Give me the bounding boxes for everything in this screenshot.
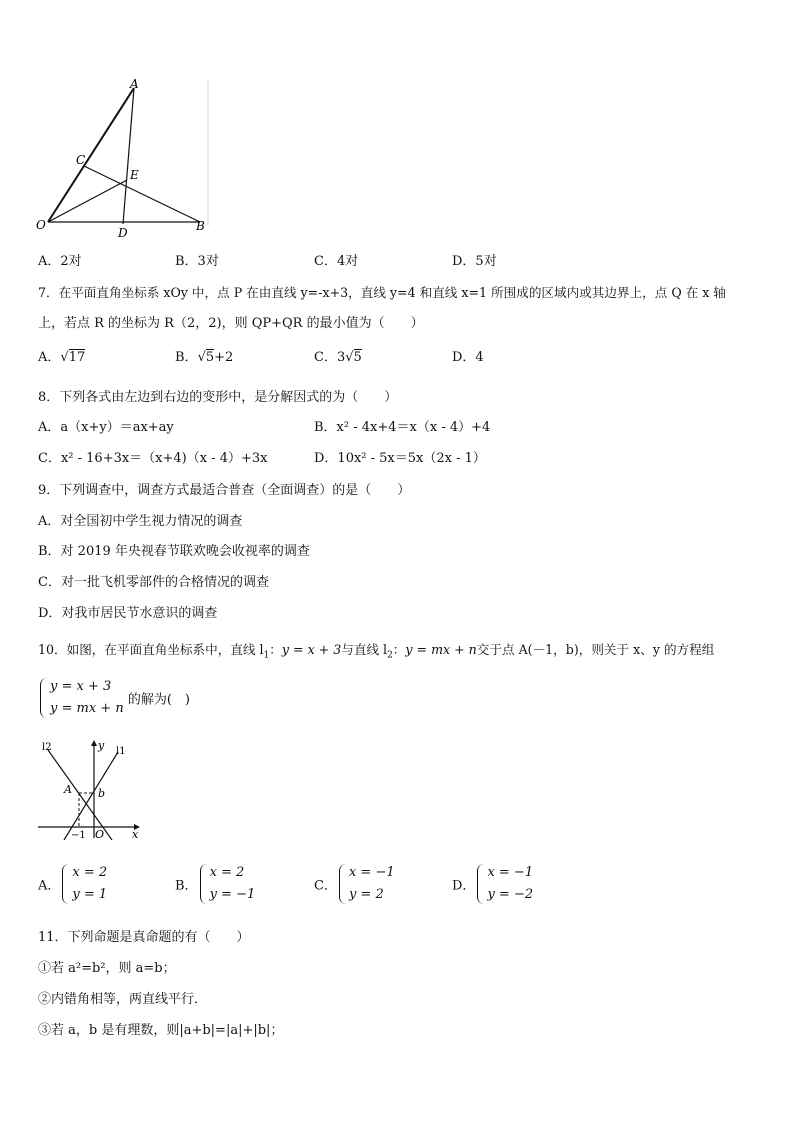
- q10-option-c-system: [337, 862, 395, 906]
- sqrt-sign-c: √: [345, 350, 354, 365]
- label-origin: O: [95, 828, 105, 840]
- q10-system-tail: 的解为( ): [127, 692, 190, 708]
- q10-option-c-eq2: y = 2: [348, 887, 384, 902]
- q7-option-b-label: B．: [175, 350, 198, 365]
- q7-option-c-prefix: 3: [336, 350, 346, 365]
- q10-option-a-system: [60, 862, 107, 906]
- q10-colon-1: ：: [269, 642, 282, 657]
- q9-option-a[interactable]: A．对全国初中学生视力情况的调查: [38, 514, 243, 529]
- segment-OE: [48, 180, 127, 222]
- label-y: y: [98, 739, 105, 752]
- q10-stem-middle: 与直线 l: [341, 642, 388, 657]
- q10-eq-l2: y = mx + n: [405, 642, 477, 657]
- q10-option-d-system: [475, 862, 533, 906]
- y-axis-arrow: [91, 740, 97, 746]
- q7-stem-line1: 7．在平面直角坐标系 xOy 中，点 P 在由直线 y=-x+3，直线 y=4 和直线 x=1 所围成的区域内或其边界上，点 Q 在 x 轴: [38, 285, 726, 300]
- q7-option-b[interactable]: [175, 346, 233, 365]
- q10-option-c[interactable]: [314, 862, 395, 906]
- label-neg1: −1: [71, 830, 86, 840]
- q10-graph-figure: [36, 738, 148, 840]
- q10-option-c-label: C．: [314, 878, 337, 894]
- q7-option-b-suffix: +2: [214, 350, 234, 365]
- sqrt-sign-b: √: [197, 350, 206, 365]
- q10-sub-2: 2: [387, 650, 393, 661]
- q6-option-b[interactable]: B．3对: [175, 254, 219, 269]
- q10-option-b-system: [198, 862, 256, 906]
- system-eq-1: y = x + 3: [50, 679, 112, 694]
- segment-AD: [123, 88, 134, 224]
- q10-option-d[interactable]: [452, 862, 533, 906]
- q10-option-a-eq1: x = 2: [72, 865, 108, 880]
- q7-option-a-radicand: 17: [68, 350, 86, 365]
- q10-sub-1: 1: [263, 650, 270, 661]
- q10-stem: [38, 639, 714, 661]
- q8-option-a[interactable]: A．a（x+y）＝ax+ay: [38, 420, 174, 435]
- label-C: C: [76, 153, 86, 167]
- q10-option-c-eq1: x = −1: [348, 865, 395, 880]
- q10-option-d-eq2: y = −2: [487, 887, 534, 902]
- q9-option-c[interactable]: C．对一批飞机零部件的合格情况的调查: [38, 575, 269, 590]
- q10-option-b[interactable]: [175, 862, 255, 906]
- q7-option-c-radicand: 5: [353, 350, 362, 365]
- label-D: D: [118, 226, 128, 240]
- label-b: b: [98, 787, 106, 800]
- q8-option-d[interactable]: D．10x² - 5x＝5x（2x - 1）: [314, 451, 486, 466]
- q7-stem-line2: 上，若点 R 的坐标为 R（2，2)，则 QP+QR 的最小值为（ ）: [38, 316, 424, 331]
- system-eq-2: y = mx + n: [50, 701, 124, 716]
- q10-option-b-label: B．: [175, 878, 198, 894]
- q9-stem: 9．下列调查中，调查方式最适合普查（全面调查）的是（ ）: [38, 483, 411, 498]
- label-B: B: [196, 219, 205, 233]
- q10-eq-l1: y = x + 3: [281, 642, 342, 657]
- segment-OA: [48, 88, 134, 222]
- q7-option-a-label: A．: [38, 350, 61, 365]
- label-x: x: [132, 828, 139, 840]
- q10-option-d-eq1: x = −1: [487, 865, 534, 880]
- q10-colon-2: ：: [392, 642, 406, 657]
- q11-item-2: ②内错角相等，两直线平行．: [38, 992, 208, 1007]
- q11-item-1: ①若 a²=b²，则 a=b；: [38, 961, 176, 976]
- q10-system: [38, 676, 190, 720]
- q6-option-a[interactable]: A．2对: [38, 254, 82, 269]
- equation-system: [38, 676, 124, 720]
- q10-option-a-label: A．: [38, 878, 61, 894]
- label-l2: l2: [42, 742, 52, 753]
- q6-option-c[interactable]: C．4对: [314, 254, 359, 269]
- q10-option-a[interactable]: [38, 862, 107, 906]
- q7-option-c[interactable]: [314, 346, 362, 365]
- sqrt-sign-a: √: [60, 350, 69, 365]
- q7-option-d[interactable]: D．4: [452, 350, 484, 365]
- q9-option-d[interactable]: D．对我市居民节水意识的调查: [38, 606, 218, 621]
- q10-option-d-label: D．: [452, 878, 476, 894]
- q6-option-d[interactable]: D．5对: [452, 254, 497, 269]
- q10-option-b-eq1: x = 2: [209, 865, 245, 880]
- q10-option-b-eq2: y = −1: [209, 887, 256, 902]
- q7-option-b-radicand: 5: [205, 350, 215, 365]
- q11-stem: 11．下列命题是真命题的有（ ）: [38, 930, 250, 945]
- label-l1: l1: [116, 746, 126, 757]
- label-A: A: [130, 77, 139, 91]
- q7-option-a[interactable]: [38, 346, 85, 365]
- q8-option-b[interactable]: B．x² - 4x+4＝x（x - 4）+4: [314, 420, 491, 435]
- q10-option-a-eq2: y = 1: [72, 887, 108, 902]
- q10-stem-suffix: 交于点 A(－1，b)，则关于 x、y 的方程组: [476, 642, 715, 657]
- q11-item-3: ③若 a，b 是有理数，则|a+b|=|a|+|b|；: [38, 1023, 284, 1038]
- q9-option-b[interactable]: B．对 2019 年央视春节联欢晚会收视率的调查: [38, 544, 310, 559]
- q8-option-c[interactable]: C．x² - 16+3x＝（x+4)（x - 4）+3x: [38, 451, 268, 466]
- q7-option-c-label: C．: [314, 350, 337, 365]
- q10-stem-prefix: 10．如图，在平面直角坐标系中，直线 l: [38, 642, 264, 657]
- label-A-point: A: [64, 783, 72, 796]
- triangle-figure: [30, 76, 220, 246]
- label-E: E: [130, 168, 139, 182]
- q8-stem: 8．下列各式由左边到右边的变形中，是分解因式的为（ ）: [38, 390, 398, 405]
- label-O: O: [36, 218, 46, 232]
